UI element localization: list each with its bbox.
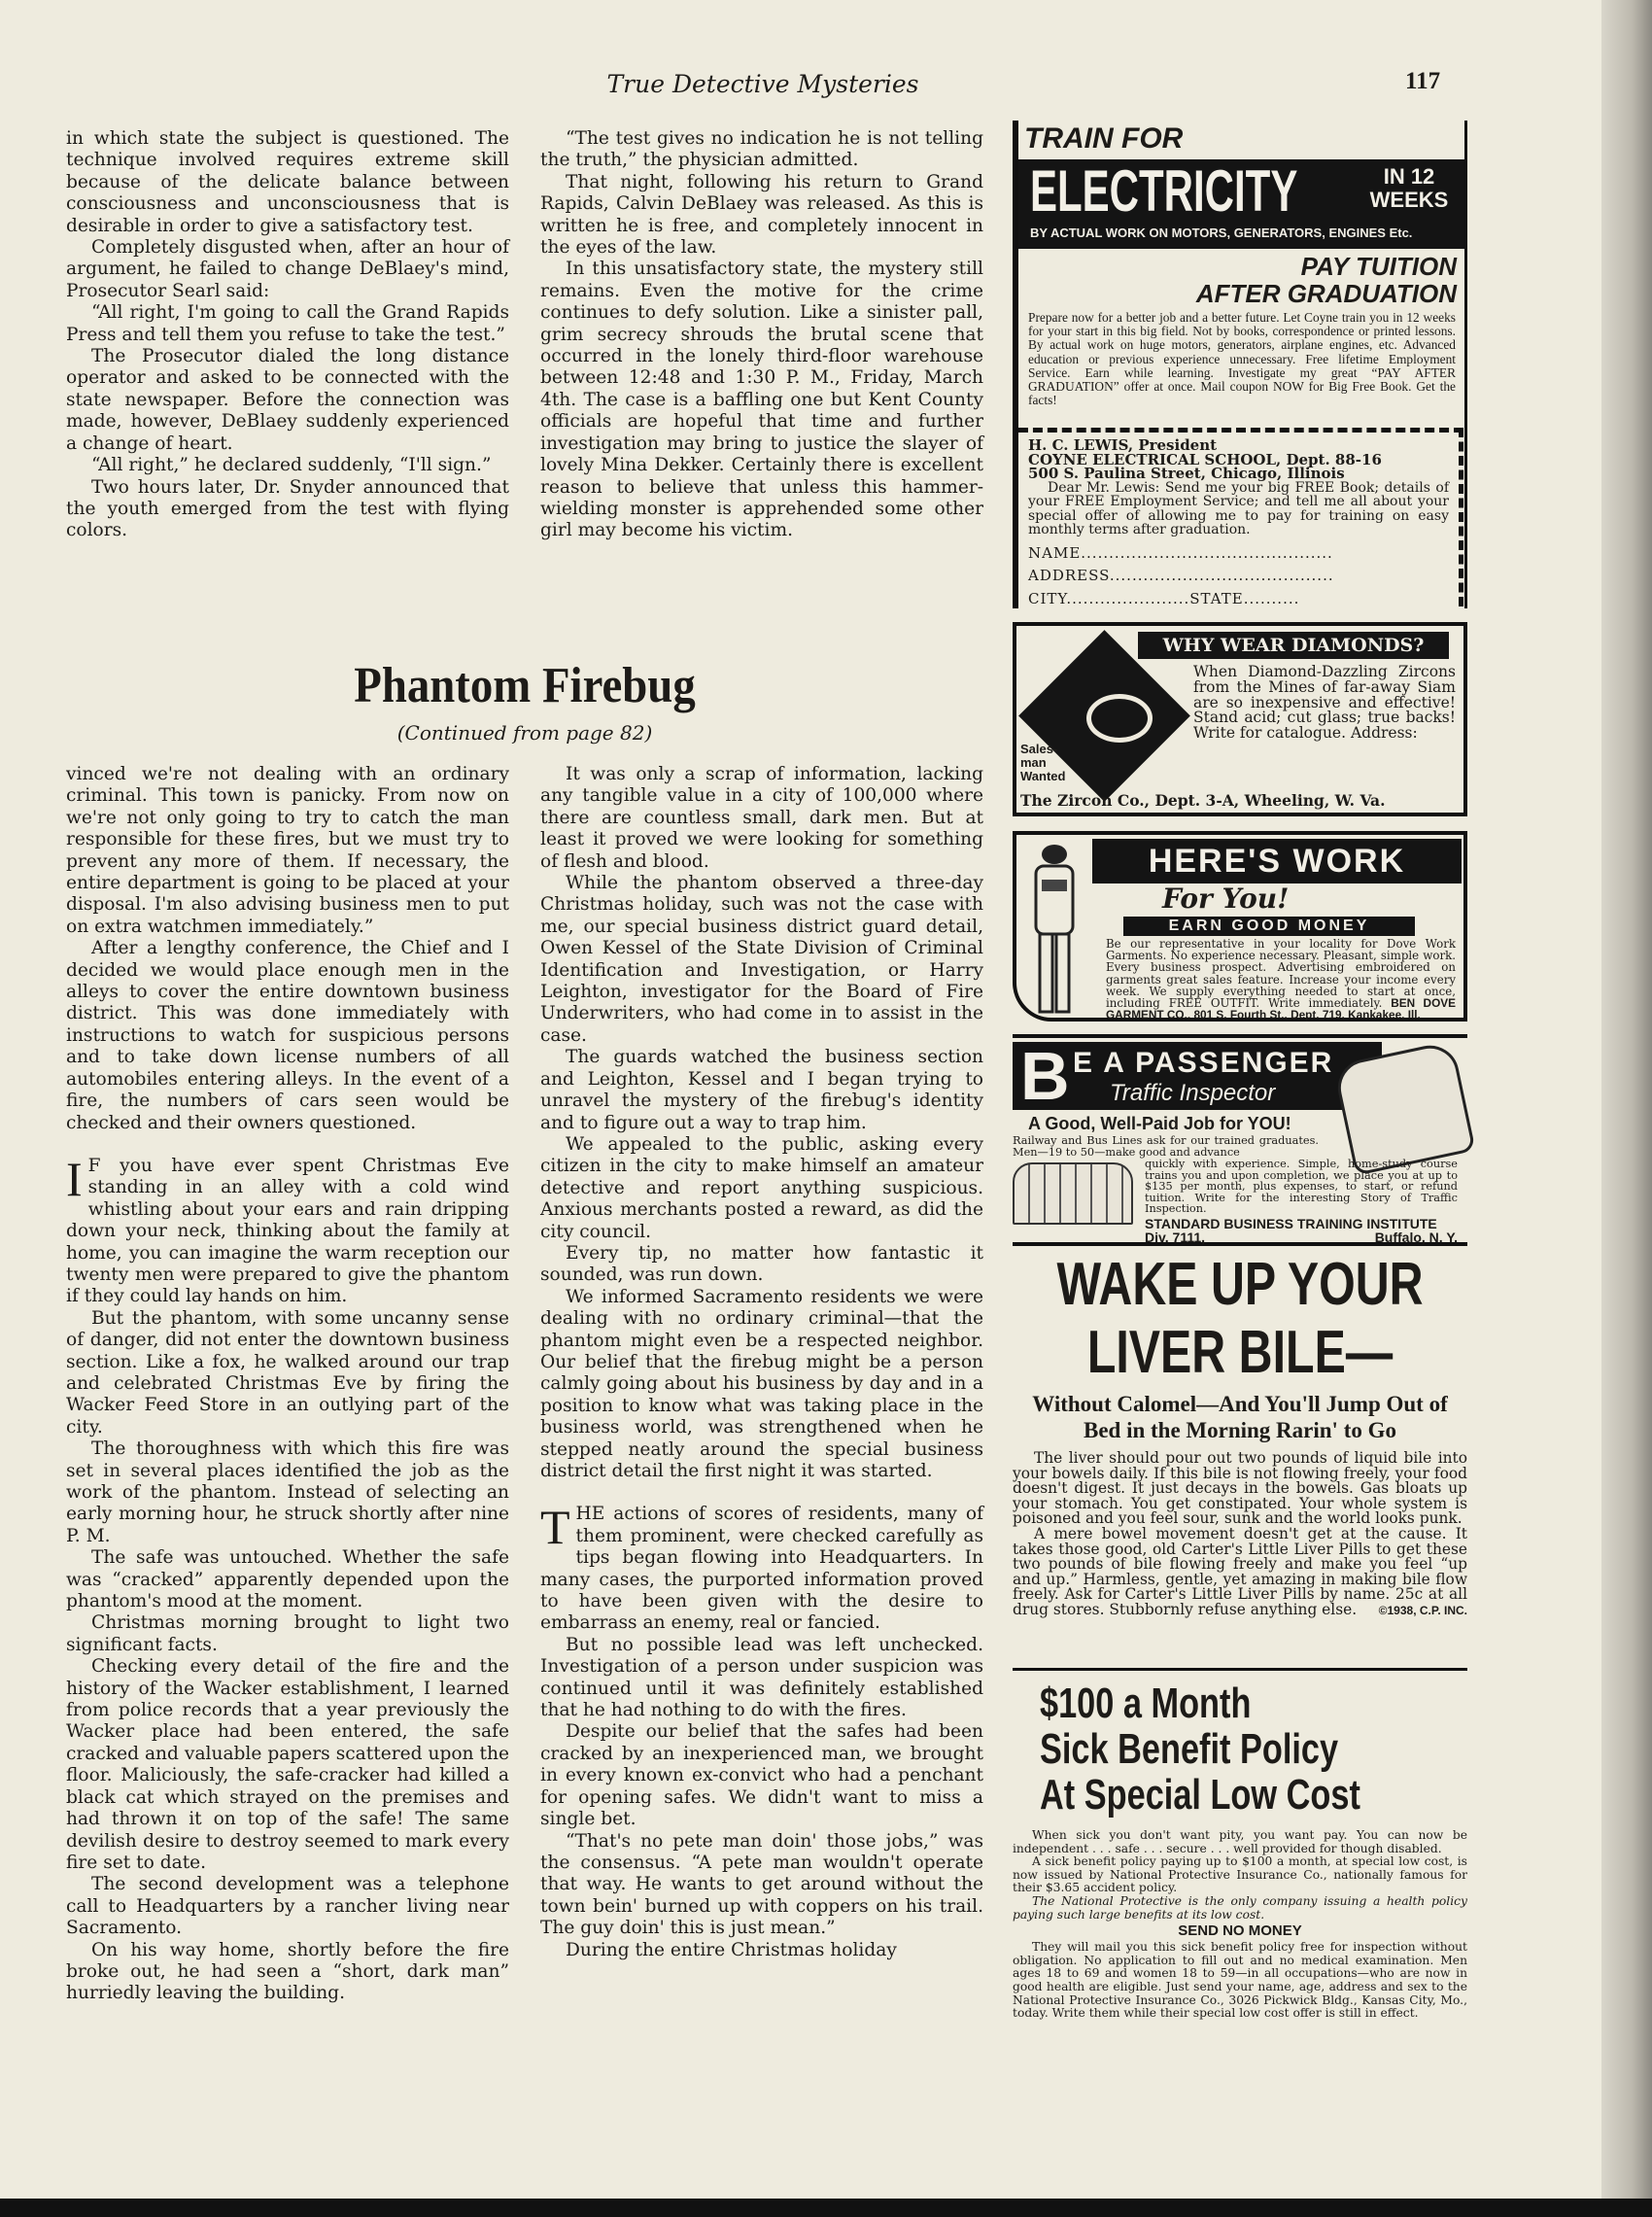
ad-work-company: BEN DOVE GARMENT CO., 801 S. Fourth St., Dept. 719, Kankakee, Ill. bbox=[1106, 996, 1456, 1022]
ad-in-12-weeks: IN 12 WEEKS bbox=[1369, 164, 1449, 212]
paragraph-text: During the entire Christmas holiday bbox=[566, 1939, 897, 1960]
paragraph-text: It was only a scrap of information, lacking any tangible value in a city of 100,000 where there are countless small, dark men. But at least it proved we were looking for something of flesh and blood. bbox=[540, 764, 983, 872]
paragraph-text: But the phantom, with some uncanny sense of danger, did not enter the downtown business section. Like a fox, he walked around our trap and celebrated Christmas Eve by firing the Wacker Feed Store in an outlying part of the city. bbox=[66, 1307, 509, 1438]
ad-sick-body bbox=[1013, 1829, 1467, 2021]
ad-for-you: For You! bbox=[1162, 883, 1290, 915]
ad-diamonds-body: When Diamond-Dazzling Zircons from the Mines of far-away Siam are so inexpensive and effective! Stand acid; cut glass; true backs! Write for catalogue. Address: bbox=[1193, 663, 1456, 743]
paragraph-text: in which state the subject is questioned. The technique involved requires extreme skill because of the delicate balance between consciousness and unconsciousness that is desirable in order to give a satisfactory test. bbox=[66, 128, 509, 236]
ad-work-headline: HERE'S WORK bbox=[1092, 839, 1462, 883]
paragraph-text: The second development was a telephone call to Headquarters by a rancher living near Sacramento. bbox=[66, 1874, 509, 1939]
ad-sick-headline-1: $100 a Month bbox=[1040, 1680, 1252, 1727]
paragraph bbox=[66, 938, 509, 1134]
ad-liver-para-2-text: A mere bowel movement doesn't get at the cause. It takes those good, old Carter's Little Liver Pills to get these two pounds of bile flowing freely and make you feel “up and up.” Harmless, gentle, yet amazing in making bile flow freely. Ask for Carter's Little Liver Pills by name. 25c at all drug stores. Stubbornly refuse anything else. bbox=[1013, 1524, 1467, 1618]
article-column-2 bbox=[540, 764, 983, 1961]
paragraph-text: On his way home, shortly before the fire broke out, he had seen a “short, dark man” hurriedly leaving the building. bbox=[66, 1939, 509, 2004]
coupon-name-field[interactable]: NAME............................................. bbox=[1028, 543, 1333, 562]
paragraph bbox=[66, 128, 509, 237]
paragraph bbox=[540, 1243, 983, 1287]
ad-coyne-electricity bbox=[1013, 121, 1467, 608]
ad-passenger-initial: B bbox=[1020, 1038, 1070, 1114]
article-title: Phantom Firebug bbox=[354, 658, 696, 713]
top-column-2 bbox=[540, 128, 983, 542]
drop-cap: I bbox=[66, 1151, 83, 1206]
ad-passenger-institute bbox=[1145, 1217, 1458, 1244]
paragraph-text: HE actions of scores of residents, many of them prominent, were checked carefully as tips began flowing into Headquarters. In many cases, the purported information proved to have been given with the desire to embarrass an enemy, real or fancied. bbox=[540, 1504, 983, 1634]
ad-sick-para-1: When sick you don't want pity, you want pay. You can now be independent . . . safe . . . secure . . . well provided for though disabled. bbox=[1013, 1828, 1467, 1855]
paragraph-text: While the phantom observed a three-day Christmas holiday, such was not the case with me, our special business district guard detail, Owen Kessel of the State Division of Criminal Identification and Investigation, or Harry Leighton, investigator for the Board of Fire Underwriters, who had come in to assist in the case. bbox=[540, 873, 983, 1046]
paragraph bbox=[540, 1287, 983, 1483]
paragraph-text: In this unsatisfactory state, the mystery still remains. Even the motive for the crime continues to defy solution. Like a sinister pall, grim secrecy shrouds the brutal scene that occurred in the lonely third-floor warehouse between 12:48 and 1:30 P. M., Friday, March 4th. The case is a baffling one but Kent County officials are hopeful that time and further investigation may bring to justice the slayer of lovely Mina Dekker. Certainly there is excellent reason to believe that unless this hammer-wielding monster is apprehended some other girl may become his victim. bbox=[540, 259, 983, 541]
coupon-address-field[interactable]: ADDRESS........................................ bbox=[1028, 567, 1334, 584]
ad-good-job: A Good, Well-Paid Job for YOU! bbox=[1028, 1114, 1291, 1133]
paragraph bbox=[540, 1831, 983, 1940]
coupon-line-3: 500 S. Paulina Street, Chicago, Illinois bbox=[1028, 465, 1345, 482]
paragraph bbox=[66, 764, 509, 938]
paragraph-text: “All right,” he declared suddenly, “I'll sign.” bbox=[91, 455, 492, 476]
ad-liver-subhead: Without Calomel—And You'll Jump Out of Bed in the Morning Rarin' to Go bbox=[1032, 1392, 1448, 1442]
paragraph-text: The thoroughness with which this fire was set in several places identified the job as the work of the phantom. Instead of selecting an early morning hour, he struck shortly after nine P. M. bbox=[66, 1438, 509, 1546]
ad-sick-para-2: A sick benefit policy paying up to $100 a month, at special low cost, is now issued by National Protective Insurance Co., nationally famous for their $3.65 accident policy. bbox=[1013, 1854, 1467, 1895]
ad-work-body bbox=[1106, 938, 1456, 1021]
paragraph bbox=[66, 1612, 509, 1656]
paragraph-text: Every tip, no matter how fantastic it sounded, was run down. bbox=[540, 1242, 983, 1286]
ad-traffic-inspector bbox=[1013, 1034, 1467, 1246]
ad-passenger-banner bbox=[1013, 1038, 1382, 1114]
paragraph bbox=[66, 237, 509, 302]
scan-bottom-border bbox=[0, 2199, 1652, 2217]
paragraph-text: “All right, I'm going to call the Grand Rapids Press and tell them you refuse to take the test.” bbox=[66, 302, 509, 345]
ad-sick-headline-3: At Special Low Cost bbox=[1040, 1771, 1360, 1819]
page-number: 117 bbox=[1405, 68, 1441, 94]
paragraph bbox=[540, 1721, 983, 1830]
paragraph-text: We appealed to the public, asking every citizen in the city to make himself an amateur detective and report anything suspicious. Anxious merchants posted a reward, as did the city council. bbox=[540, 1133, 983, 1242]
paragraph bbox=[540, 1500, 983, 1634]
paragraph-text: We informed Sacramento residents we were dealing with no ordinary criminal—that the phantom might even be a respected neighbor. Our belief that the firebug might be a person calmly going about his business by day and in a position to know what was taking place in the business world, was strengthened when he stepped neatly around the special business district detail the first night it was started. bbox=[540, 1286, 983, 1481]
paragraph-text: That night, following his return to Grand Rapids, Calvin DeBlaey was released. As this is written he is free, and completely innocent in the eyes of the law. bbox=[540, 171, 983, 259]
paragraph bbox=[66, 455, 509, 476]
ad-salesman-wanted: Sales-man Wanted bbox=[1020, 742, 1066, 783]
ad-liver-headline-1: WAKE UP YOUR bbox=[1056, 1251, 1424, 1318]
paragraph-text: Despite our belief that the safes had been cracked by an inexperienced man, we brought in every known ex-convict who had a penchant for opening safes. We didn't want to miss a single bet. bbox=[540, 1721, 983, 1830]
paragraph bbox=[66, 1874, 509, 1939]
continued-note: (Continued from page 82) bbox=[396, 721, 653, 745]
paragraph-text: But no possible lead was left unchecked. Investigation of a person under suspicion was continued until it was definitely established that he had nothing to do with the fires. bbox=[540, 1634, 983, 1721]
paragraph-text: After a lengthy conference, the Chief and I decided we would place enough men in the alleys to cover the entire downtown business district. This was done immediately with instructions to watch for suspicious persons and to take down license numbers of all automobiles entering alleys. In the event of a fire, the numbers of cars seen would be checked and their owners questioned. bbox=[66, 938, 509, 1133]
ad-liver-headline-2: LIVER BILE— bbox=[1086, 1319, 1394, 1386]
paragraph bbox=[66, 1656, 509, 1874]
paragraph bbox=[66, 1438, 509, 1547]
ad-liver-copyright: ©1938, C.P. INC. bbox=[1378, 1603, 1467, 1617]
ad-institute-name: STANDARD BUSINESS TRAINING INSTITUTE bbox=[1145, 1216, 1437, 1231]
paragraph-text: The guards watched the business section and Leighton, Kessel and I began trying to unravel the mystery of the firebug's identity and to figure out a way to trap him. bbox=[540, 1047, 983, 1133]
paragraph-text: “The test gives no indication he is not telling the truth,” the physician admitted. bbox=[540, 128, 983, 171]
ad-earn-good-money: EARN GOOD MONEY bbox=[1123, 917, 1415, 936]
ad-liver-para-1: The liver should pour out two pounds of liquid bile into your bowels daily. If this bile is not flowing freely, your food doesn't digest. It just decays in the bowels. Gas bloats up your stomach. You get constipated. Your whole system is poisoned and you feel sour, sunk and the world looks punk. bbox=[1013, 1449, 1467, 1528]
ad-work-text: Be our representative in your locality for Dove Work Garments. No experience necessary. Pleasant, simple work. Every business prospect. Advertising embroidered on garments great sales feature. Increase your income every week. We supply everything needed to start at once, including FREE OUTFIT. Write immediately. bbox=[1106, 937, 1456, 1011]
page-edge-shadow bbox=[1601, 0, 1652, 2217]
paragraph-text: The safe was untouched. Whether the safe was “cracked” apparently depended upon the phantom's mood at the moment. bbox=[66, 1547, 509, 1612]
paragraph-text: Two hours later, Dr. Snyder announced that the youth emerged from the test with flying colors. bbox=[66, 476, 509, 541]
ad-diamonds-headline: WHY WEAR DIAMONDS? bbox=[1138, 632, 1449, 659]
ad-zircon-diamonds bbox=[1013, 622, 1467, 816]
ring-icon bbox=[1086, 694, 1153, 743]
ad-liver-para-2 bbox=[1013, 1524, 1467, 1618]
drop-cap: T bbox=[540, 1500, 570, 1555]
ad-after-graduation: AFTER GRADUATION bbox=[1195, 279, 1457, 308]
ad-sick-headline-2: Sick Benefit Policy bbox=[1040, 1725, 1339, 1773]
article-column-1 bbox=[66, 764, 509, 2005]
paragraph bbox=[540, 1047, 983, 1134]
ad-sick-para-3: The National Protective is the only company issuing a health policy paying such large benefits at its low cost. bbox=[1013, 1893, 1467, 1922]
streetcar-illustration-icon bbox=[1013, 1162, 1133, 1225]
ad-institute-division: Div. 7111, bbox=[1145, 1230, 1206, 1245]
paragraph bbox=[540, 1134, 983, 1243]
paragraph bbox=[540, 259, 983, 541]
coupon-form[interactable] bbox=[1018, 428, 1463, 606]
paragraph bbox=[66, 1547, 509, 1612]
ad-carters-liver-pills bbox=[1013, 1251, 1467, 1640]
coupon-line-2: COYNE ELECTRICAL SCHOOL, Dept. 88-16 bbox=[1028, 450, 1382, 468]
ad-passenger-text-2: quickly with experience. Simple, home-study course trains you and upon completion, we place you at up to $135 per month, plus expenses, to start, or refund tuition. Write for the interesting Story of Traffic Inspection. bbox=[1145, 1158, 1458, 1215]
paragraph-text: Christmas morning brought to light two significant facts. bbox=[66, 1612, 509, 1655]
paragraph-text: Completely disgusted when, after an hour of argument, he failed to change DeBlaey's mind, Prosecutor Searl said: bbox=[66, 237, 509, 301]
ad-send-no-money: SEND NO MONEY bbox=[1178, 1923, 1302, 1940]
coupon-message: Dear Mr. Lewis: Send me your big FREE Book; details of your FREE Employment Service; and tell me all about your special offer of allowing me to pay for training on easy monthly terms after graduation. bbox=[1028, 479, 1449, 537]
top-column-1 bbox=[66, 128, 509, 542]
paragraph-text: Checking every detail of the fire and the history of the Wacker establishment, I learned from police records that a year previously the Wacker place had been entered, the safe cracked and valuable papers scattered upon the floor. Maliciously, the safe-cracker had killed a black cat which strayed on the premises and had thrown it on top of the safe! The same devilish desire to destroy seemed to mark every fire set to date. bbox=[66, 1656, 509, 1873]
ad-electricity-body: Prepare now for a better job and a better future. Let Coyne train you in 12 weeks for your start in this big field. Not by books, correspondence or printed lessons. By actual work on huge motors, generators, airplane engines, etc. Advanced education or previous experience unnecessary. Free lifetime Employment Service. Earn while learning. Investigate my great “PAY AFTER GRADUATION” offer at once. Mail coupon NOW for Big Free Book. Get the facts! bbox=[1028, 310, 1456, 408]
ad-electricity-headline: ELECTRICITY bbox=[1030, 158, 1298, 224]
paragraph bbox=[66, 1940, 509, 2005]
ad-pay-tuition bbox=[1196, 253, 1457, 307]
paragraph-text: vinced we're not dealing with an ordinary criminal. This town is panicky. From now on we're not only going to try to catch the man responsible for these fires, but we must try to prevent any more of them. If necessary, the entire department is going to be placed at your disposal. I'm also advising business men to put on extra watchmen immediately.” bbox=[66, 764, 509, 937]
ad-liver-body bbox=[1013, 1451, 1467, 1618]
ad-train-for: TRAIN FOR bbox=[1024, 122, 1184, 155]
ad-pay-tuition-text: PAY TUITION bbox=[1300, 252, 1457, 281]
paragraph bbox=[66, 1308, 509, 1438]
paragraph bbox=[540, 1635, 983, 1722]
coupon-line-1: H. C. LEWIS, President bbox=[1028, 436, 1218, 454]
paragraph bbox=[66, 302, 509, 346]
paragraph bbox=[540, 1940, 983, 1961]
paragraph bbox=[540, 873, 983, 1047]
paragraph bbox=[540, 172, 983, 260]
paragraph-text: F you have ever spent Christmas Eve standing in an alley with a cold wind whistling about your ears and rain dripping down your neck, thinking about the family at home, you can imagine the warm reception our twenty men were prepared to give the phantom if they could lay hands on him. bbox=[66, 1155, 509, 1307]
ad-sick-para-4: They will mail you this sick benefit policy free for inspection without obligation. No application to fill out and no medical examination. Men ages 18 to 69 and women 18 to 59—in all occupations—who are now in good health are eligible. Just send your name, age, address and sex to the National Protective Insurance Co., 3026 Pickwick Bldg., Kansas City, Mo., today. Write them while their special low cost offer is still in effect. bbox=[1013, 1940, 1467, 2021]
coupon-city-state-field[interactable]: CITY......................STATE.......... bbox=[1028, 589, 1300, 607]
paragraph bbox=[540, 128, 983, 172]
ad-dove-garments bbox=[1013, 831, 1467, 1022]
workman-illustration-icon bbox=[1020, 841, 1088, 1016]
ad-passenger-text-1: Railway and Bus Lines ask for our trained graduates. Men—19 to 50—make good and advance bbox=[1013, 1134, 1319, 1159]
paragraph-text: The Prosecutor dialed the long distance operator and asked to be connected with the state newspaper. Before the connection was made, however, DeBlaey suddenly experienced a change of heart. bbox=[66, 346, 509, 454]
paragraph bbox=[66, 346, 509, 455]
paragraph-text: “That's no pete man doin' those jobs,” was the consensus. “A pete man wouldn't operate that way. He wants to get around without the town bein' burned up with coppers on his trail. The guy doin' this is just mean.” bbox=[540, 1830, 983, 1939]
paragraph bbox=[66, 1151, 509, 1308]
ad-diamonds-address: The Zircon Co., Dept. 3-A, Wheeling, W. Va. bbox=[1020, 791, 1386, 810]
ad-institute-city: Buffalo, N. Y. bbox=[1374, 1230, 1458, 1245]
paragraph bbox=[66, 477, 509, 542]
paragraph bbox=[540, 764, 983, 873]
running-head: True Detective Mysteries bbox=[606, 70, 919, 98]
ad-sick-benefit-policy bbox=[1013, 1668, 1467, 2096]
ad-actual-work: BY ACTUAL WORK ON MOTORS, GENERATORS, ENGINES Etc. bbox=[1030, 225, 1413, 240]
ad-passenger-sub: Traffic Inspector bbox=[1110, 1080, 1276, 1106]
ad-passenger-headline: E A PASSENGER bbox=[1073, 1047, 1334, 1079]
